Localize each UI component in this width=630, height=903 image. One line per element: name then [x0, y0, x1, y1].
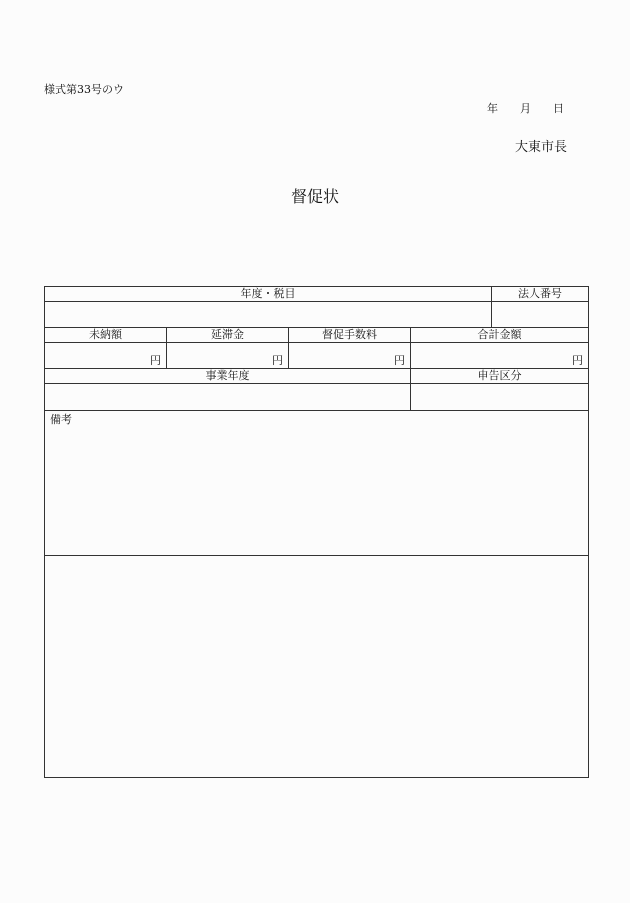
fiscal-year-tax-header: 年度・税目 [45, 287, 492, 302]
date-month-label: 月 [520, 102, 531, 115]
remarks-field[interactable] [45, 411, 589, 556]
business-year-header: 事業年度 [45, 369, 411, 384]
yen-unit: 円 [394, 354, 405, 367]
yen-unit: 円 [150, 354, 161, 367]
reminder-fee-field[interactable] [289, 343, 411, 369]
corporate-number-field[interactable] [492, 302, 589, 328]
form-number: 様式第33号のウ [44, 83, 124, 96]
date-year-label: 年 [487, 102, 498, 115]
reminder-fee-header: 督促手数料 [289, 328, 411, 343]
late-fee-field[interactable] [167, 343, 289, 369]
total-amount-header: 合計金額 [411, 328, 589, 343]
yen-unit: 円 [272, 354, 283, 367]
filing-category-header: 申告区分 [411, 369, 589, 384]
notice-body-area[interactable] [45, 556, 589, 778]
date-day-label: 日 [553, 102, 564, 115]
filing-category-field[interactable] [411, 384, 589, 411]
date-line [487, 100, 564, 116]
reminder-form-table [44, 286, 589, 778]
unpaid-amount-field[interactable] [45, 343, 167, 369]
document-title: 督促状 [290, 187, 339, 206]
yen-unit: 円 [572, 354, 583, 367]
late-fee-header: 延滞金 [167, 328, 289, 343]
total-amount-field[interactable] [411, 343, 589, 369]
remarks-label: 備考 [50, 413, 72, 426]
corporate-number-header: 法人番号 [492, 287, 589, 302]
business-year-field[interactable] [45, 384, 411, 411]
unpaid-amount-header: 未納額 [45, 328, 167, 343]
issuer-name: 大東市長 [515, 140, 568, 155]
fiscal-year-tax-field[interactable] [45, 302, 492, 328]
